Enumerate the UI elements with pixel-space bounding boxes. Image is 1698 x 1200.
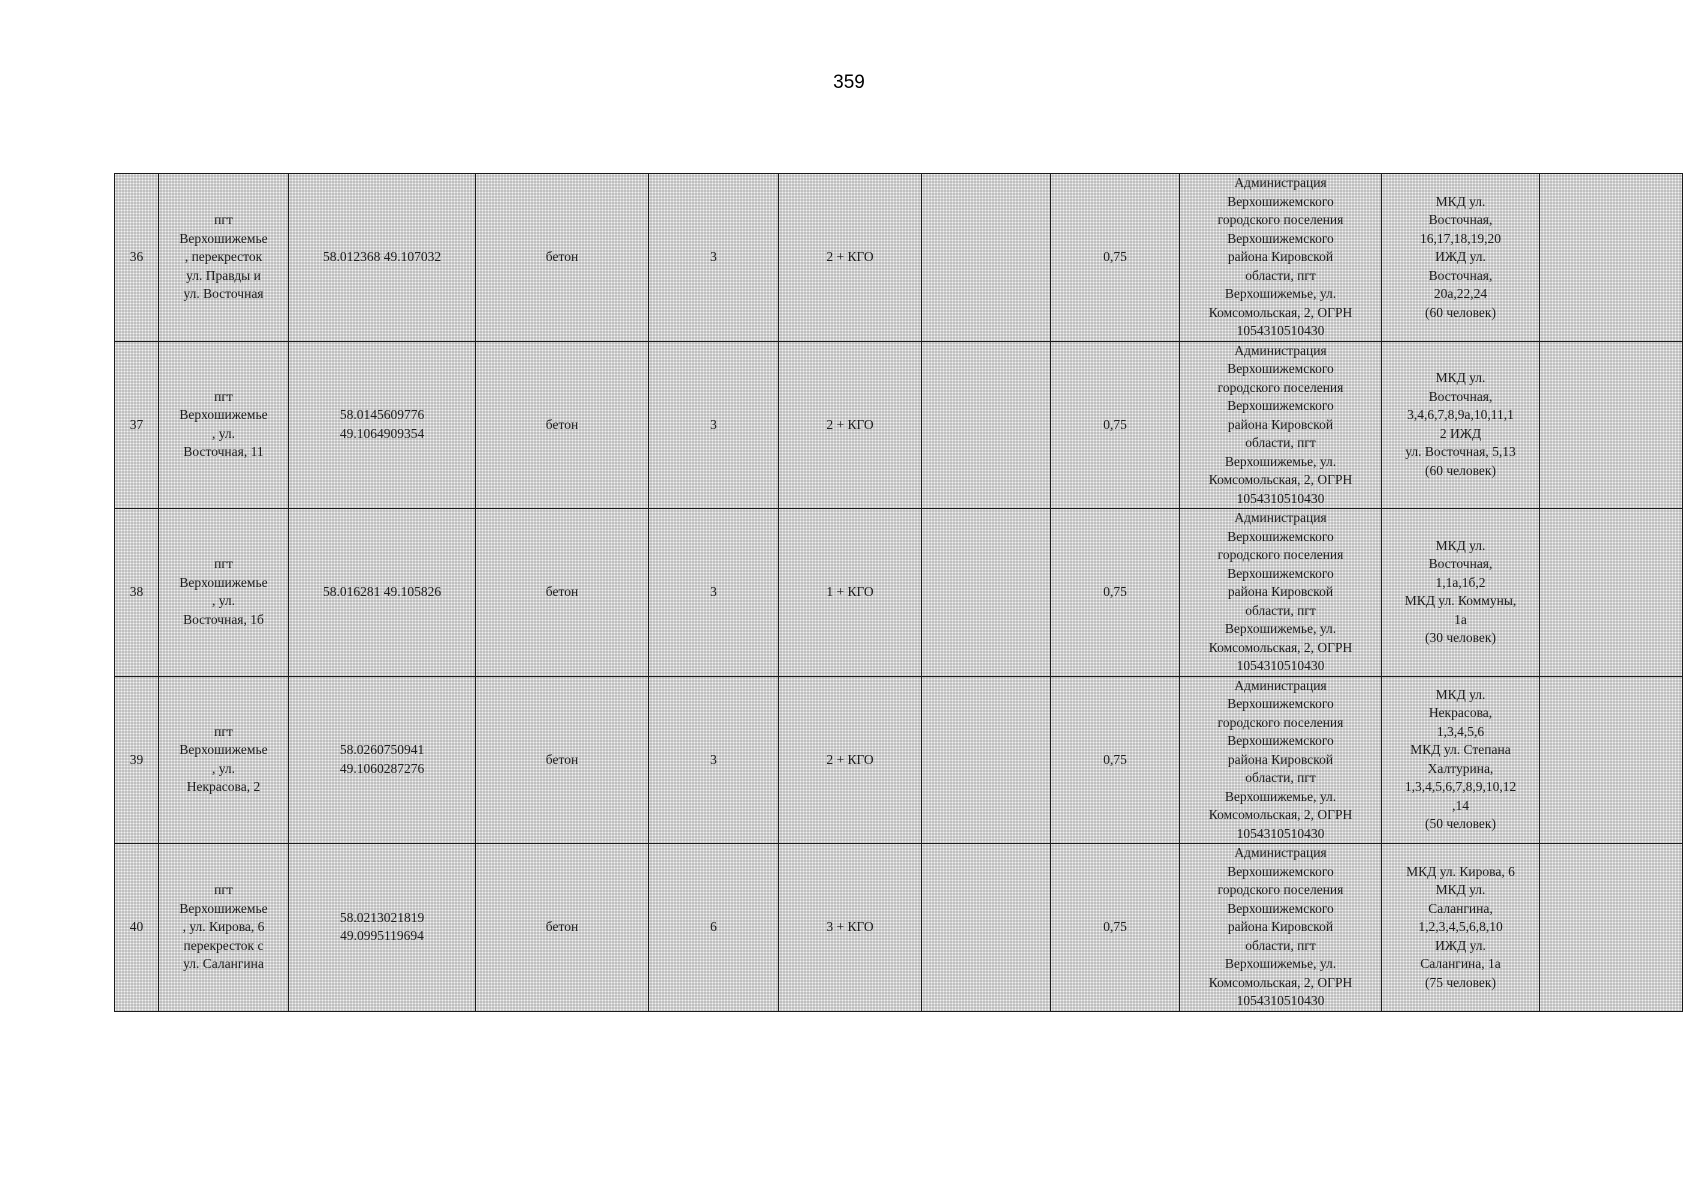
row-number-cell: 38 xyxy=(115,509,159,677)
empty-cell xyxy=(922,341,1051,509)
address-cell: пгт Верхошижемье , ул. Восточная, 11 xyxy=(159,341,289,509)
volume-cell: 0,75 xyxy=(1051,174,1180,342)
volume-cell: 0,75 xyxy=(1051,844,1180,1012)
coordinates-cell: 58.0145609776 49.1064909354 xyxy=(289,341,476,509)
row-number-cell: 36 xyxy=(115,174,159,342)
area-cell: 3 xyxy=(649,509,779,677)
waste-sources-cell: МКД ул. Восточная, 16,17,18,19,20 ИЖД ул. Восточная, 20а,22,24 (60 человек) xyxy=(1382,174,1540,342)
owner-cell: Администрация Верхошижемского городского поселения Верхошижемского района Кировской области, пгт Верхошижемье, ул. Комсомольская, 2, ОГРН 1054310510430 xyxy=(1180,174,1382,342)
volume-cell: 0,75 xyxy=(1051,676,1180,844)
area-cell: 3 xyxy=(649,676,779,844)
empty-cell xyxy=(922,676,1051,844)
owner-cell: Администрация Верхошижемского городского поселения Верхошижемского района Кировской области, пгт Верхошижемье, ул. Комсомольская, 2, ОГРН 1054310510430 xyxy=(1180,509,1382,677)
containers-cell: 2 + КГО xyxy=(779,341,922,509)
table-row xyxy=(115,341,1683,509)
notes-cell xyxy=(1540,676,1683,844)
address-cell: пгт Верхошижемье , ул. Кирова, 6 перекресток с ул. Салангина xyxy=(159,844,289,1012)
address-cell: пгт Верхошижемье , перекресток ул. Правды и ул. Восточная xyxy=(159,174,289,342)
owner-cell: Администрация Верхошижемского городского поселения Верхошижемского района Кировской области, пгт Верхошижемье, ул. Комсомольская, 2, ОГРН 1054310510430 xyxy=(1180,676,1382,844)
owner-cell: Администрация Верхошижемского городского поселения Верхошижемского района Кировской области, пгт Верхошижемье, ул. Комсомольская, 2, ОГРН 1054310510430 xyxy=(1180,341,1382,509)
area-cell: 3 xyxy=(649,174,779,342)
area-cell: 3 xyxy=(649,341,779,509)
table-row xyxy=(115,676,1683,844)
containers-cell: 1 + КГО xyxy=(779,509,922,677)
table-body xyxy=(115,174,1683,1012)
owner-cell: Администрация Верхошижемского городского поселения Верхошижемского района Кировской области, пгт Верхошижемье, ул. Комсомольская, 2, ОГРН 1054310510430 xyxy=(1180,844,1382,1012)
table-row xyxy=(115,174,1683,342)
address-cell: пгт Верхошижемье , ул. Восточная, 1б xyxy=(159,509,289,677)
containers-cell: 2 + КГО xyxy=(779,676,922,844)
notes-cell xyxy=(1540,844,1683,1012)
containers-cell: 2 + КГО xyxy=(779,174,922,342)
empty-cell xyxy=(922,174,1051,342)
row-number-cell: 40 xyxy=(115,844,159,1012)
coordinates-cell: 58.012368 49.107032 xyxy=(289,174,476,342)
notes-cell xyxy=(1540,174,1683,342)
volume-cell: 0,75 xyxy=(1051,341,1180,509)
row-number-cell: 39 xyxy=(115,676,159,844)
page-number: 359 xyxy=(833,72,865,93)
address-cell: пгт Верхошижемье , ул. Некрасова, 2 xyxy=(159,676,289,844)
notes-cell xyxy=(1540,341,1683,509)
surface-cell: бетон xyxy=(476,509,649,677)
coordinates-cell: 58.016281 49.105826 xyxy=(289,509,476,677)
volume-cell: 0,75 xyxy=(1051,509,1180,677)
row-number-cell: 37 xyxy=(115,341,159,509)
waste-sources-cell: МКД ул. Восточная, 1,1а,1б,2 МКД ул. Коммуны, 1а (30 человек) xyxy=(1382,509,1540,677)
table-row xyxy=(115,844,1683,1012)
waste-sites-table xyxy=(114,173,1683,1012)
surface-cell: бетон xyxy=(476,341,649,509)
coordinates-cell: 58.0260750941 49.1060287276 xyxy=(289,676,476,844)
coordinates-cell: 58.0213021819 49.0995119694 xyxy=(289,844,476,1012)
notes-cell xyxy=(1540,509,1683,677)
waste-sources-cell: МКД ул. Некрасова, 1,3,4,5,6 МКД ул. Степана Халтурина, 1,3,4,5,6,7,8,9,10,12 ,14 (50 человек) xyxy=(1382,676,1540,844)
waste-sources-cell: МКД ул. Кирова, 6 МКД ул. Салангина, 1,2,3,4,5,6,8,10 ИЖД ул. Салангина, 1а (75 человек) xyxy=(1382,844,1540,1012)
empty-cell xyxy=(922,844,1051,1012)
surface-cell: бетон xyxy=(476,676,649,844)
containers-cell: 3 + КГО xyxy=(779,844,922,1012)
area-cell: 6 xyxy=(649,844,779,1012)
empty-cell xyxy=(922,509,1051,677)
table-row xyxy=(115,509,1683,677)
waste-sources-cell: МКД ул. Восточная, 3,4,6,7,8,9а,10,11,1 2 ИЖД ул. Восточная, 5,13 (60 человек) xyxy=(1382,341,1540,509)
surface-cell: бетон xyxy=(476,844,649,1012)
surface-cell: бетон xyxy=(476,174,649,342)
